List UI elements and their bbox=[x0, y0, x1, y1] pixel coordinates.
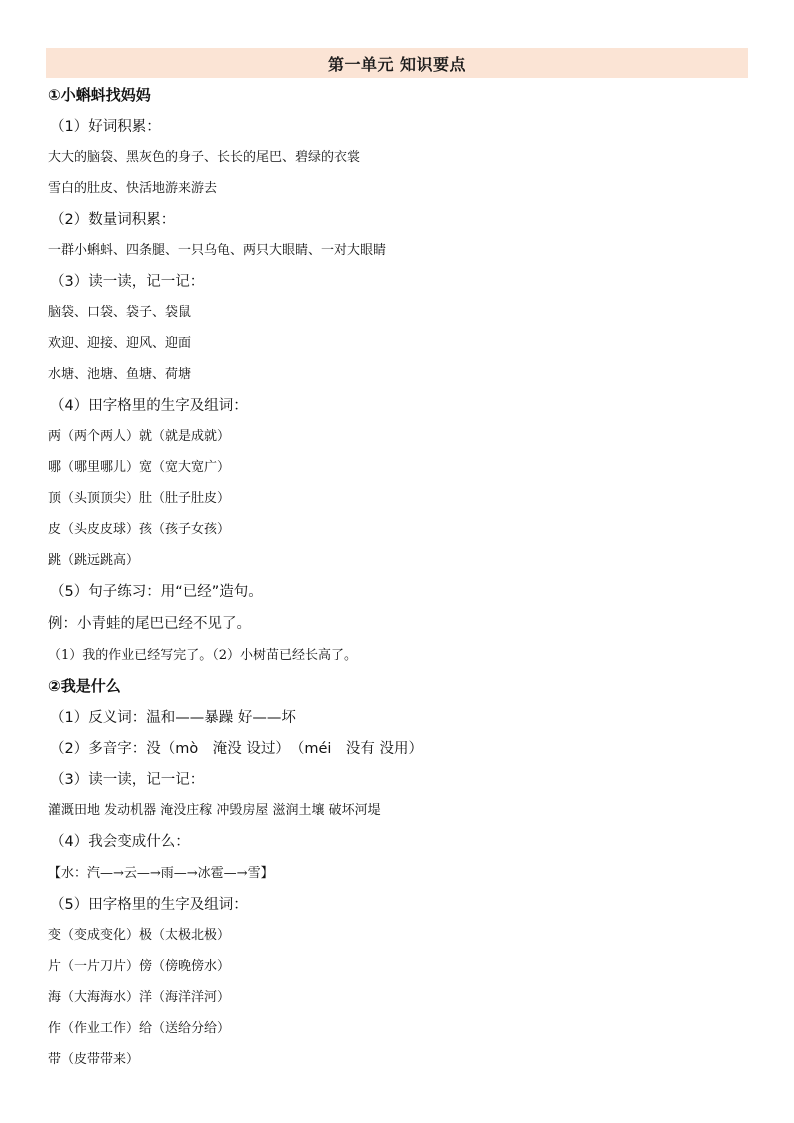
sub-heading: （4）田字格里的生字及组词： bbox=[50, 398, 248, 414]
water-cycle-line: 【水：汽—→云—→雨—→冰雹—→雪】 bbox=[48, 866, 274, 881]
sub-heading: （3）读一读，记一记： bbox=[50, 772, 205, 788]
word-line: 一群小蝌蚪、四条腿、一只乌龟、两只大眼睛、一对大眼睛 bbox=[48, 243, 387, 258]
character-line: 作（作业工作）给（送给分给） bbox=[48, 1021, 231, 1036]
character-line: 变（变成变化）极（太极北极） bbox=[48, 928, 231, 943]
sub-heading: （5）句子练习：用“已经”造句。 bbox=[50, 584, 263, 600]
character-line: 皮（头皮皮球）孩（孩子女孩） bbox=[48, 522, 231, 537]
unit-title-banner bbox=[46, 48, 748, 78]
sub-heading: （1）好词积累： bbox=[50, 119, 161, 135]
character-line: 跳（跳远跳高） bbox=[48, 553, 140, 568]
character-line: 带（皮带带来） bbox=[48, 1052, 140, 1067]
polyphone-line: （2）多音字：没（mò 淹没 设过） （méi 没有 没用） bbox=[50, 741, 424, 757]
word-line: 脑袋、口袋、袋子、袋鼠 bbox=[48, 305, 192, 320]
word-line: 大大的脑袋、黑灰色的身子、长长的尾巴、碧绿的衣裳 bbox=[48, 150, 361, 165]
word-line: 灌溉田地 发动机器 淹没庄稼 冲毁房屋 滋润土壤 破坏河堤 bbox=[48, 803, 381, 818]
sub-heading: （2）数量词积累： bbox=[50, 212, 176, 228]
word-line: 雪白的肚皮、快活地游来游去 bbox=[48, 181, 218, 196]
character-line: 两（两个两人）就（就是成就） bbox=[48, 429, 231, 444]
sub-heading: （5）田字格里的生字及组词： bbox=[50, 897, 248, 913]
section-heading-tadpoles: ①小蝌蚪找妈妈 bbox=[48, 86, 151, 104]
word-line: 欢迎、迎接、迎风、迎面 bbox=[48, 336, 192, 351]
sub-heading: （4）我会变成什么： bbox=[50, 834, 190, 850]
sentence-answers: （1）我的作业已经写完了。（2）小树苗已经长高了。 bbox=[48, 648, 358, 663]
example-sentence: 例：小青蛙的尾巴已经不见了。 bbox=[48, 616, 251, 632]
character-line: 哪（哪里哪儿）宽（宽大宽广） bbox=[48, 460, 231, 475]
word-line: 水塘、池塘、鱼塘、荷塘 bbox=[48, 367, 192, 382]
character-line: 片（一片刀片）傍（傍晚傍水） bbox=[48, 959, 231, 974]
section-heading-what-am-i: ②我是什么 bbox=[48, 677, 121, 695]
unit-title: 第一单元 知识要点 bbox=[327, 54, 467, 74]
sub-heading: （3）读一读，记一记： bbox=[50, 274, 205, 290]
character-line: 海（大海海水）洋（海洋洋河） bbox=[48, 990, 231, 1005]
antonym-line: （1）反义词：温和——暴躁 好——坏 bbox=[50, 710, 296, 726]
character-line: 顶（头顶顶尖）肚（肚子肚皮） bbox=[48, 491, 231, 506]
